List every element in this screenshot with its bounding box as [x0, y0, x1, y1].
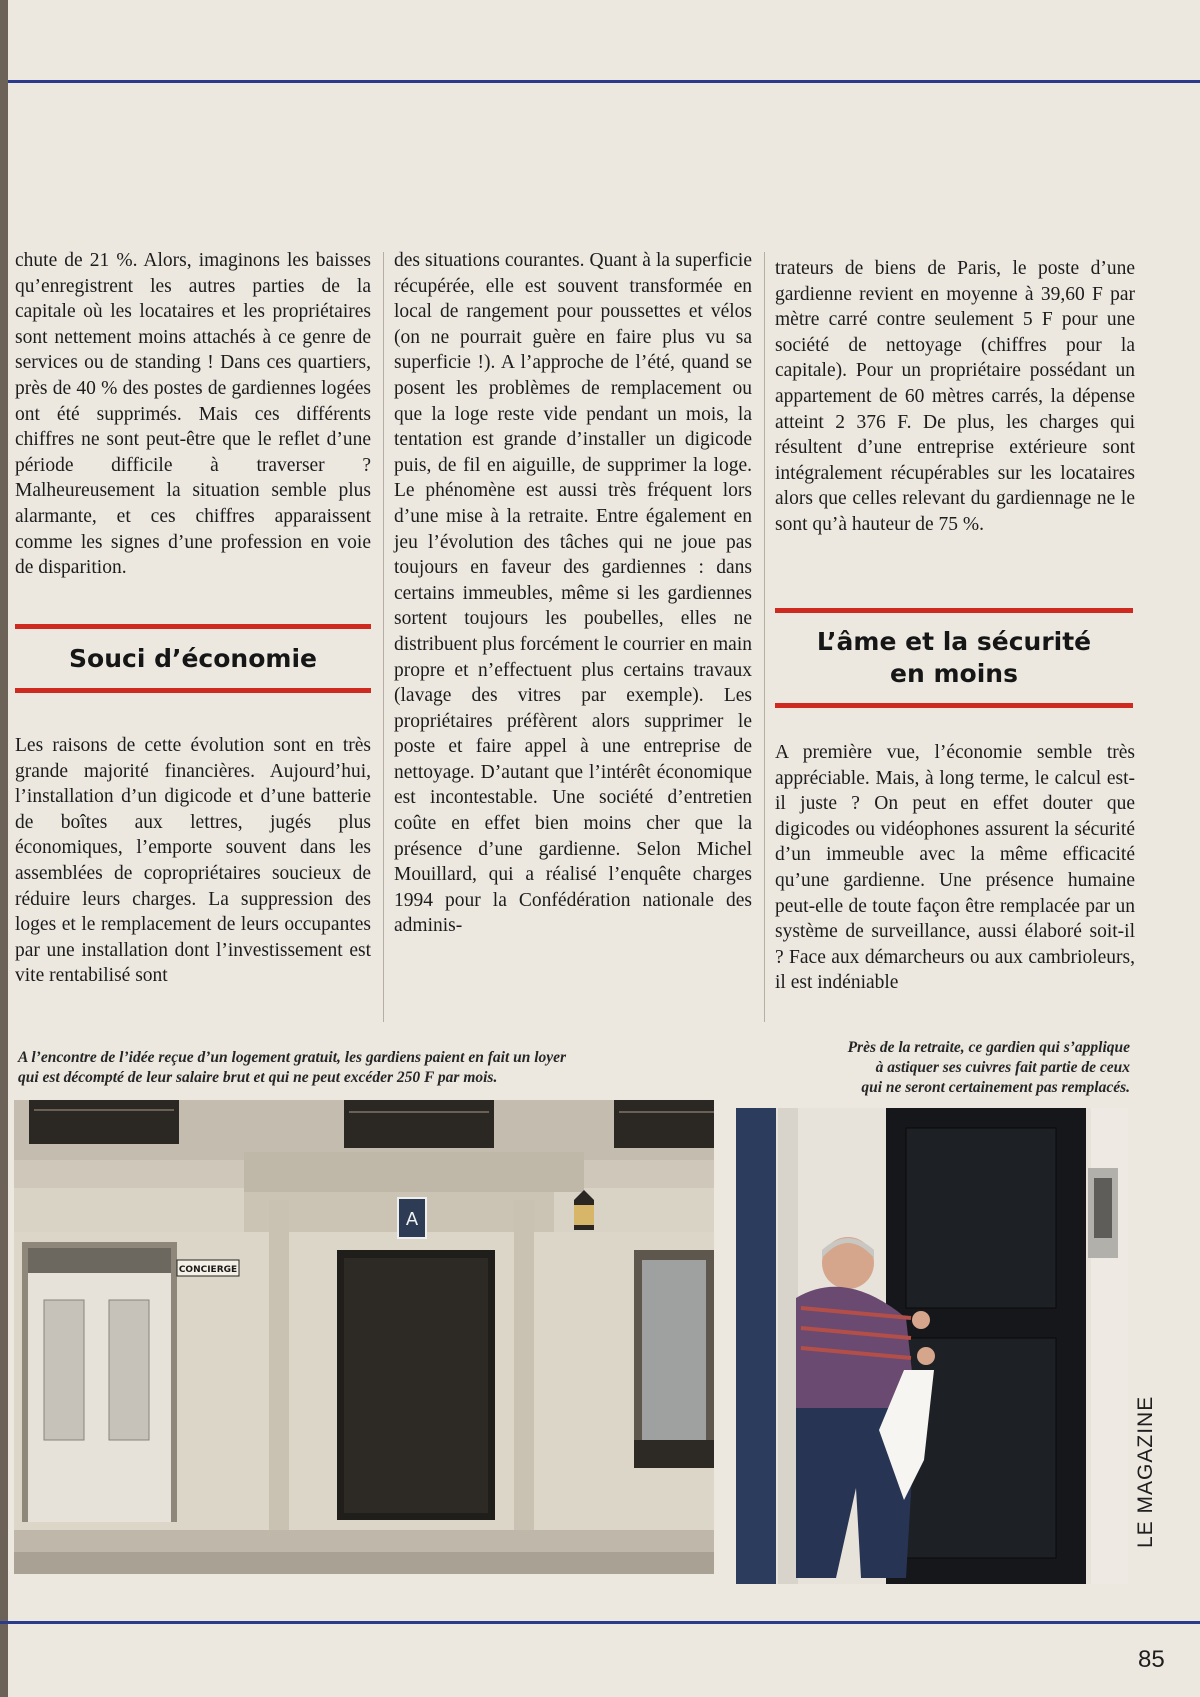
heading2-rule-top [775, 608, 1133, 613]
top-rule [8, 80, 1200, 83]
caption-left-line1: A l’encontre de l’idée reçue d’un logement gratuit, les gardiens paient en fait un loyer [18, 1049, 567, 1066]
page-edge-shadow [0, 0, 8, 1697]
article-column-3 [775, 256, 1135, 538]
photo-caption-left [18, 1048, 718, 1088]
section-heading-ame-line1: L’âme et la sécurité [816, 627, 1092, 656]
column-separator-2 [764, 252, 765, 1022]
column-separator-1 [383, 252, 384, 1022]
photo-concierge-polishing [736, 1108, 1128, 1584]
col3-paragraph-1: trateurs de biens de Paris, le poste d’une gardienne revient en moyenne à 39,60 F par mètre carré contre seulement 5 F pour une société de nettoyage (chiffres pour la capitale). Pour un propriétaire possédant un appartement de 60 mètres carrés, la dépense atteint 2 376 F. De plus, les charges qui résultent d’une entreprise extérieure sont intégralement récupérables sur les locataires alors que celles relevant du gardiennage ne le sont qu’à hauteur de 75 %. [775, 258, 1135, 535]
heading1-rule-bottom [15, 688, 371, 693]
article-column-3-continued [775, 740, 1135, 996]
concierge-illustration [736, 1108, 1128, 1584]
facade-illustration [14, 1100, 714, 1574]
caption-right-line1: Près de la retraite, ce gardien qui s’applique [847, 1039, 1130, 1056]
photo-building-facade [14, 1100, 714, 1574]
section-heading-ame-line2: en moins [890, 659, 1018, 688]
col1-paragraph-2: Les raisons de cette évolution sont en très grande majorité financières. Aujourd’hui, l’installation d’un digicode et d’une batterie de boîtes aux lettres, jugés plus économiques, l’emporte souvent dans les assemblées de copropriétaires soucieux de réduire leurs charges. La suppression des loges et le remplacement de leurs occupantes par une installation dont l’investissement est vite rentabilisé sont [15, 735, 371, 987]
section-label-le-magazine: LE MAGAZINE [1134, 1395, 1157, 1548]
section-heading-ame [775, 626, 1133, 690]
article-column-1 [15, 248, 371, 581]
col2-paragraph-1: des situations courantes. Quant à la superficie récupérée, elle est souvent transformée en local de rangement pour poussettes et vélos (on ne pourrait guère en faire plus vu sa superficie !). A l’approche de l’été, quand se posent les problèmes de remplacement ou que la loge reste vide pendant un mois, la tentation est grande d’installer un digicode puis, de fil en aiguille, de supprimer la loge. Le phénomène est aussi très fréquent lors d’une mise à la retraite. Entre également en jeu l’évolution des tâches qui ne joue pas toujours en faveur des gardiennes : dans certains immeubles, même si les gardiennes sortent toujours les poubelles, elles ne distribuent plus forcément le courrier en main propre et n’effectuent plus certains travaux (lavage des vitres par exemple). Les propriétaires préfèrent alors supprimer le poste et faire appel à une entreprise de nettoyage. D’autant que l’intérêt économique est incontestable. Une société d’entretien coûte en effet bien moins cher que la présence d’une gardienne. Selon Michel Mouillard, qui a réalisé l’enquête charges 1994 pour la Confédération nationale des adminis- [394, 250, 752, 937]
article-column-1-continued [15, 733, 371, 989]
article-column-2 [394, 248, 752, 939]
heading2-rule-bottom [775, 703, 1133, 708]
photo-caption-right [730, 1038, 1130, 1098]
caption-right-line2: à astiquer ses cuivres fait partie de ceux [875, 1059, 1130, 1076]
bottom-rule [0, 1621, 1200, 1624]
building-plaque: A [405, 1209, 419, 1230]
col3-paragraph-2: A première vue, l’économie semble très appréciable. Mais, à long terme, le calcul est-il juste ? On peut en effet douter que digicodes ou vidéophones assurent la sécurité d’un immeuble avec la même efficacité qu’une gardienne. Une présence humaine peut-elle de toute façon être remplacée par un système de surveillance, aussi élaboré soit-il ? Face aux démarcheurs ou aux cambrioleurs, il est indéniable [775, 742, 1135, 994]
col1-paragraph-1: chute de 21 %. Alors, imaginons les baisses qu’enregistrent les autres parties de la capitale où les locataires et les propriétaires sont nettement moins attachés à ce genre de services ou de standing ! Dans ces quartiers, près de 40 % des postes de gardiennes logées ont été supprimés. Mais ces différents chiffres ne sont peut-être que le reflet d’une période difficile à traverser ? Malheureusement la situation semble plus alarmante, et ces chiffres apparaissent comme les signes d’une profession en voie de disparition. [15, 250, 371, 579]
page-number: 85 [1138, 1646, 1165, 1673]
heading1-rule-top [15, 624, 371, 629]
caption-right-line3: qui ne seront certainement pas remplacés. [861, 1079, 1130, 1096]
caption-left-line2: qui est décompté de leur salaire brut et qui ne peut excéder 250 F par mois. [18, 1069, 498, 1086]
section-heading-souci: Souci d’économie [69, 644, 317, 673]
concierge-sign: CONCIERGE [178, 1265, 238, 1275]
